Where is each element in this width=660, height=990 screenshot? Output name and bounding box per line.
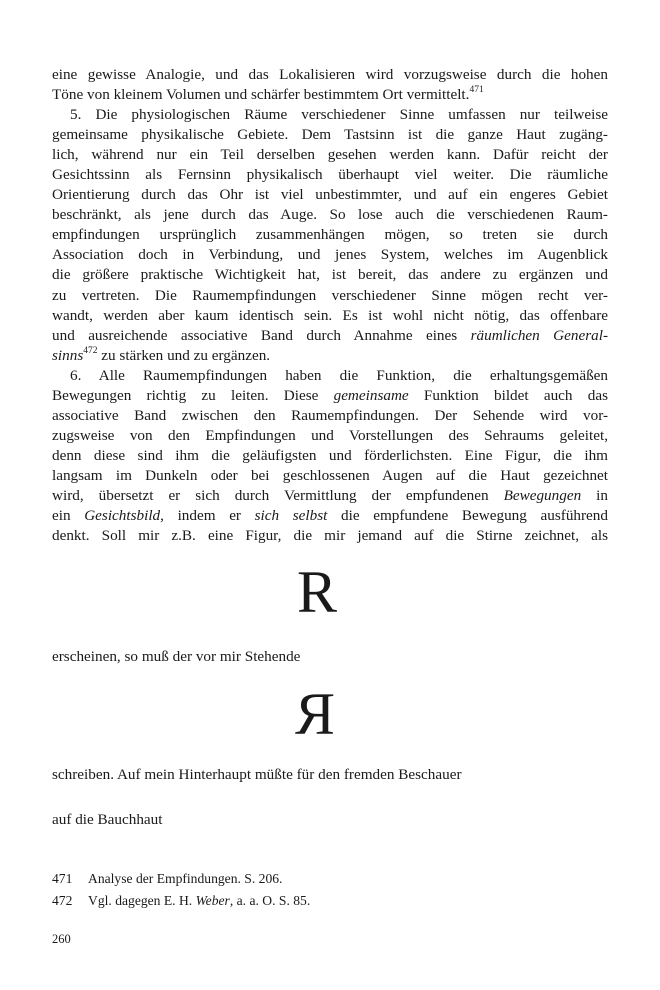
text-line: langsam im Dunkeln oder bei geschlossenen Augen auf die Haut gezeichnet xyxy=(52,466,608,484)
text-line: Töne von kleinem Volumen und schärfer bestimmtem Ort vermittelt.$^{471}$ xyxy=(52,84,484,104)
text-line: zu vertreten. Die Raumempfindungen verschiedener Sinne mögen recht ver- xyxy=(52,286,608,304)
footnote-ref-471[interactable]: 471 xyxy=(469,84,484,95)
letter-r-figure: R xyxy=(296,559,338,625)
text-line: empfindungen ursprünglich zusammenhängen mögen, so treten sie durch xyxy=(52,226,608,244)
text-line: Bewegungen richtig zu leiten. Diese gemeinsame Funktion bildet auch das xyxy=(52,386,608,404)
continuation-line: schreiben. Auf mein Hinterhaupt müßte für den fremden Beschauer xyxy=(52,766,462,783)
text-line: Association doch in Verbindung, und jenes System, welches im Augenblick xyxy=(52,246,608,264)
text-line: beschränkt, als jene durch das Auge. So lose auch die verschiedenen Raum- xyxy=(52,206,608,224)
text-line: zugsweise von den Empfindungen und Vorstellungen des Sehraums geleitet, xyxy=(52,426,608,444)
footnote-471 xyxy=(52,871,282,887)
text-line: denn diese sind ihm die geläufigsten und förderlichsten. Eine Figur, die ihm xyxy=(52,446,608,464)
footnote-text: Analyse der Empfindungen. S. 206. xyxy=(88,871,283,886)
text-line: 5. Die physiologischen Räume verschiedener Sinne umfassen nur teilweise xyxy=(70,106,608,124)
text-line: Gesichtssinn als Fernsinn physikalisch überhaupt viel weiter. Die räumliche xyxy=(52,166,608,184)
text-line: wandt, werden aber kaum identisch sein. Es ist wohl nicht nötig, das offenbare xyxy=(52,306,608,324)
mirrored-letter-r-figure: Я xyxy=(294,681,336,747)
text-line: sinns$^{472}$ zu stärken und zu ergänzen. xyxy=(52,345,271,364)
footnote-472 xyxy=(52,893,310,909)
footnote-text: Vgl. dagegen E. H. xyxy=(88,893,196,908)
text-line: eine gewisse Analogie, und das Lokalisieren wird vorzugsweise durch die hohen xyxy=(52,66,608,83)
footnote-number: 471 xyxy=(52,871,73,886)
footnote-text-italic: Weber xyxy=(195,893,230,908)
text-line: denkt. Soll mir z.B. eine Figur, die mir jemand auf die Stirne zeichnet, als xyxy=(52,527,608,545)
text-line: gemeinsame physikalische Gebiete. Dem Tastsinn ist die ganze Haut zugäng- xyxy=(52,126,608,144)
footnote-ref-472[interactable]: 472 xyxy=(83,345,98,356)
footnote-text: , a. a. O. S. 85. xyxy=(229,893,311,908)
text-line: associative Band zwischen den Raumempfindungen. Der Sehende wird vor- xyxy=(52,406,608,424)
text-line: 6. Alle Raumempfindungen haben die Funktion, die erhaltungsgemäßen xyxy=(70,366,608,384)
text-line: wird, übersetzt er sich durch Vermittlung der empfundenen Bewegungen in xyxy=(52,486,608,504)
main-text-block xyxy=(52,65,608,546)
continuation-line: auf die Bauchhaut xyxy=(52,811,163,828)
page-number: 260 xyxy=(52,932,71,946)
continuation-line: erscheinen, so muß der vor mir Stehende xyxy=(52,648,301,665)
text-line: und ausreichende associative Band durch Annahme eines räumlichen General- xyxy=(52,326,609,344)
text-line: Orientierung durch das Ohr ist viel unbestimmter, und auf ein engeres Gebiet xyxy=(52,186,608,204)
footnote-number: 472 xyxy=(52,893,73,908)
text-line: ein Gesichtsbild, indem er sich selbst die empfundene Bewegung ausführend xyxy=(52,507,608,525)
text-line: die größere praktische Wichtigkeit hat, ist bereit, das andere zu ergänzen und xyxy=(52,266,608,284)
text-line: lich, während nur ein Teil derselben gesehen werden kann. Dafür reicht der xyxy=(52,146,608,164)
